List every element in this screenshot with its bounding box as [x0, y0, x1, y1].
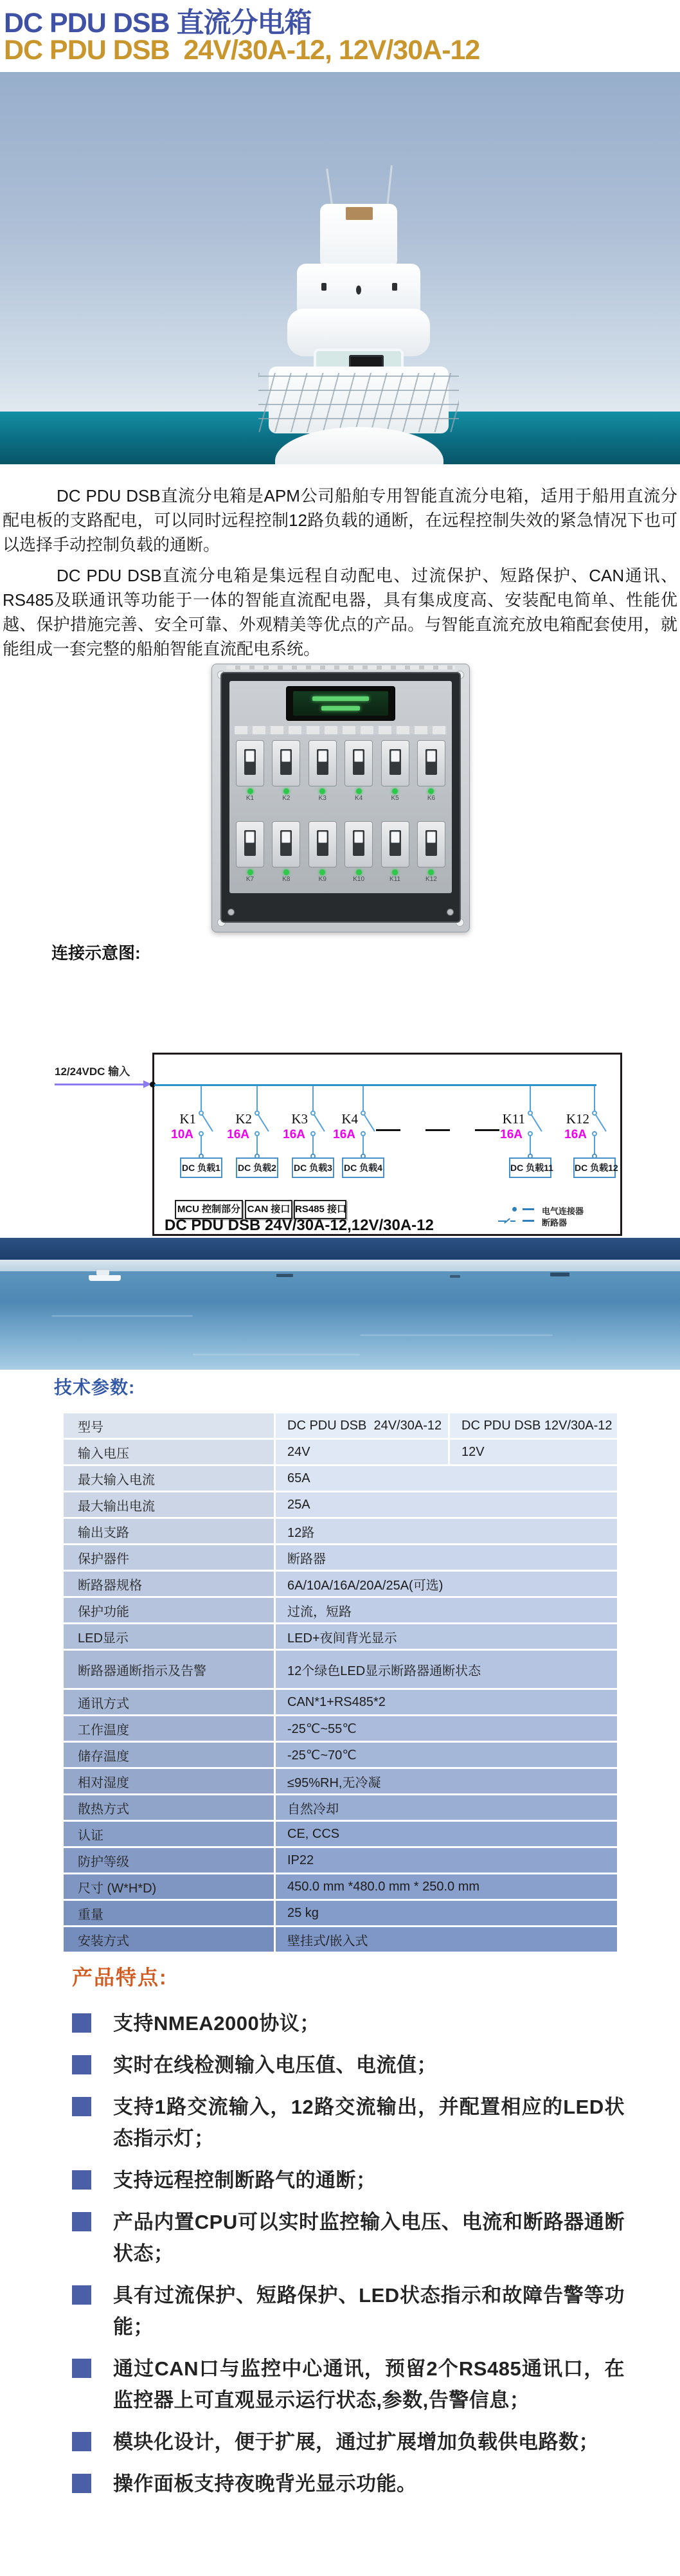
- yacht-lamp-3: [392, 283, 397, 291]
- branch-drop-wire: [312, 1086, 314, 1111]
- breaker-label: K2: [282, 795, 291, 802]
- breaker-switch: [272, 740, 300, 802]
- spec-value-cell: -25℃~70℃: [276, 1743, 617, 1767]
- spec-value-cell: 断路器: [276, 1545, 617, 1570]
- feature-text: 支持远程控制断路气的通断；: [113, 2169, 377, 2191]
- breaker-row-top: [236, 740, 445, 802]
- table-row: [64, 1743, 617, 1767]
- bullet-square-icon: [72, 2474, 91, 2493]
- table-row: [64, 1822, 617, 1846]
- feature-text: 产品内置CPU可以实时监控输入电压、电流和断路器通断状态；: [113, 2211, 625, 2265]
- breaker-id-label: K3: [291, 1111, 308, 1127]
- breaker-rating-label: 16A: [283, 1128, 305, 1141]
- spec-value-cell: -25℃~55℃: [276, 1716, 617, 1741]
- breaker-symbol-bottom-contact: [592, 1131, 597, 1136]
- breaker-toggle: [391, 831, 400, 843]
- device-bezel: [220, 672, 461, 923]
- bullet-square-icon: [72, 2097, 91, 2116]
- spec-label-cell: 防护等级: [64, 1848, 274, 1873]
- spec-label-cell: 输出支路: [64, 1519, 274, 1543]
- breaker-led-indicator: [392, 869, 398, 875]
- branch-drop-wire: [362, 1086, 364, 1111]
- breaker-led-indicator: [247, 788, 253, 794]
- intro-paragraph-2: DC PDU DSB直流分电箱是集远程自动配电、过流保护、短路保护、CAN通讯、RS485及联通讯等功能于一体的智能直流配电器，具有集成度高、安装配电简单、性能优越、保护措施完善、安全可靠、外观精美等优点的产品。与智能直流充放电箱配套使用，就能组成一套完整的船舶智能直流配电系统。: [3, 566, 677, 658]
- spec-value-cell: 12路: [276, 1519, 617, 1543]
- breaker-switch: [309, 821, 337, 883]
- intro-paragraph-1: DC PDU DSB直流分电箱是APM公司船舶专用智能直流分电箱，适用于船用直流分配电板的支路配电，可以同时远程控制12路负载的通断，在远程控制失效的紧急情况下也可以选择手动控制负载的通断。: [3, 486, 677, 554]
- spec-label-cell: 保护器件: [64, 1545, 274, 1570]
- module-box: RS485 接口: [294, 1200, 346, 1219]
- breaker-toggle: [391, 750, 400, 762]
- table-row: [64, 1545, 617, 1570]
- breaker-body: [344, 740, 373, 786]
- white-ship-cabin: [96, 1270, 109, 1275]
- spec-value-cell: 过流，短路: [276, 1598, 617, 1622]
- spec-label-cell: LED显示: [64, 1624, 274, 1649]
- legend-label: 电气连接器: [542, 1206, 584, 1216]
- breaker-label: K6: [427, 795, 436, 802]
- input-wire: [55, 1084, 145, 1085]
- yacht-lamp-2: [356, 286, 361, 295]
- ship-silhouette: [550, 1273, 569, 1276]
- breaker-body: [309, 821, 337, 867]
- spec-label-cell: 尺寸 (W*H*D): [64, 1874, 274, 1899]
- breaker-led-indicator: [319, 788, 325, 794]
- spec-value-cell-2: DC PDU DSB 12V/30A-12: [450, 1413, 617, 1438]
- yacht-tower-panel: [346, 207, 373, 220]
- breaker-label: K4: [355, 795, 363, 802]
- breaker-toggle: [354, 750, 363, 762]
- bullet-square-icon: [72, 2170, 91, 2190]
- spec-value-cell: CE, CCS: [276, 1822, 617, 1846]
- breaker-body: [309, 740, 337, 786]
- table-row: [64, 1874, 617, 1899]
- spec-label-cell: 断路器通断指示及告警: [64, 1651, 274, 1688]
- module-box: MCU 控制部分: [175, 1200, 243, 1219]
- breaker-toggle: [427, 831, 436, 843]
- breaker-switch: [344, 821, 373, 883]
- breaker-switch: [381, 821, 409, 883]
- yacht-lamp-1: [321, 283, 327, 291]
- wave-streak: [51, 1315, 193, 1317]
- breaker-body: [236, 821, 264, 867]
- specs-heading: 技术参数:: [54, 1377, 136, 1397]
- load-box: DC 负载11: [509, 1157, 551, 1178]
- breaker-switch: [417, 740, 445, 802]
- feature-item: [72, 2091, 625, 2154]
- spec-value-cell: 65A: [276, 1466, 617, 1491]
- breaker-label: K10: [353, 876, 365, 883]
- table-row: [64, 1598, 617, 1622]
- spec-label-cell: 保护功能: [64, 1598, 274, 1622]
- device-panel: [229, 681, 452, 893]
- feature-text: 实时在线检测输入电压值、电流值；: [113, 2054, 437, 2076]
- legend-label: 断路器: [542, 1218, 568, 1228]
- load-box: DC 负载12: [573, 1157, 616, 1178]
- table-row: [64, 1572, 617, 1596]
- breaker-rating-label: 16A: [227, 1128, 249, 1141]
- ship-silhouette: [450, 1275, 460, 1278]
- breaker-rating-label: 10A: [171, 1128, 193, 1141]
- spec-label-cell: 安装方式: [64, 1927, 274, 1952]
- breaker-toggle: [282, 750, 291, 762]
- branch-load-wire: [594, 1136, 595, 1156]
- breaker-led-indicator: [356, 869, 362, 875]
- feature-item: [72, 2353, 625, 2416]
- breaker-id-label: K1: [179, 1111, 196, 1127]
- lcd-reading-row2: [321, 706, 360, 711]
- load-box: DC 负载1: [180, 1157, 222, 1178]
- breaker-label: K8: [282, 876, 291, 883]
- feature-text: 具有过流保护、短路保护、LED状态指示和故障告警等功能；: [113, 2284, 625, 2338]
- spec-value-cell: LED+夜间背光显示: [276, 1624, 617, 1649]
- breaker-switch: [309, 740, 337, 802]
- spec-value-cell: 24V: [276, 1440, 448, 1464]
- spec-value-cell: 12个绿色LED显示断路器通断状态: [276, 1651, 617, 1688]
- breaker-toggle: [318, 750, 327, 762]
- feature-text: 模块化设计，便于扩展，通过扩展增加负载供电路数；: [113, 2431, 599, 2453]
- spec-label-cell: 散热方式: [64, 1795, 274, 1820]
- breaker-body: [381, 740, 409, 786]
- ellipsis-dash: [376, 1129, 400, 1131]
- spec-label-cell: 最大输入电流: [64, 1466, 274, 1491]
- table-row: [64, 1690, 617, 1714]
- breaker-led-indicator: [356, 788, 362, 794]
- spec-label-cell: 最大输出电流: [64, 1492, 274, 1517]
- bullet-square-icon: [72, 2359, 91, 2378]
- features-list: [72, 2008, 625, 2510]
- label-strip: [235, 726, 447, 734]
- breaker-id-label: K11: [502, 1111, 525, 1127]
- spec-value-cell: 450.0 mm *480.0 mm * 250.0 mm: [276, 1874, 617, 1899]
- spec-value-cell: 25A: [276, 1492, 617, 1517]
- table-row: [64, 1466, 617, 1491]
- breaker-toggle: [246, 831, 255, 843]
- breaker-switch: [381, 740, 409, 802]
- breaker-rating-label: 16A: [564, 1128, 587, 1141]
- feature-text: 支持NMEA2000协议；: [113, 2012, 320, 2035]
- breaker-label: K11: [389, 876, 401, 883]
- spec-label-cell: 型号: [64, 1413, 274, 1438]
- breaker-switch: [417, 821, 445, 883]
- table-row: [64, 1651, 617, 1688]
- load-box: DC 负载2: [236, 1157, 278, 1178]
- table-row: [64, 1440, 617, 1464]
- table-row: [64, 1624, 617, 1649]
- breaker-label: K12: [425, 876, 437, 883]
- feature-text: 通过CAN口与监控中心通讯，预留2个RS485通讯口，在监控器上可直观显示运行状态,参数,告警信息；: [113, 2357, 625, 2411]
- wave-streak: [193, 1354, 360, 1356]
- branch-load-wire: [530, 1136, 531, 1156]
- breaker-id-label: K4: [341, 1111, 358, 1127]
- breaker-led-indicator: [392, 788, 398, 794]
- spec-value-cell: DC PDU DSB 24V/30A-12: [276, 1413, 448, 1438]
- input-label: 12/24VDC 输入: [55, 1066, 130, 1078]
- sea-photo-strip: [0, 1238, 680, 1370]
- yacht-photo: [0, 72, 680, 464]
- breaker-led-indicator: [283, 869, 289, 875]
- screw-icon: [447, 909, 454, 916]
- branch-drop-wire: [256, 1086, 258, 1111]
- lcd-screen: [293, 691, 388, 716]
- breaker-toggle: [246, 750, 255, 762]
- module-box: CAN 接口: [245, 1200, 292, 1219]
- breaker-led-indicator: [319, 869, 325, 875]
- breaker-row-bottom: [236, 821, 445, 883]
- table-row: [64, 1519, 617, 1543]
- breaker-body: [272, 740, 300, 786]
- spec-label-cell: 认证: [64, 1822, 274, 1846]
- feature-text: 支持1路交流输入，12路交流输出，并配置相应的LED状态指示灯；: [113, 2096, 625, 2150]
- table-row: [64, 1927, 617, 1952]
- legend-breaker-icon: [510, 1220, 515, 1222]
- connection-heading: 连接示意图:: [51, 943, 141, 963]
- ship-silhouette: [276, 1274, 293, 1277]
- breaker-toggle: [282, 831, 291, 843]
- branch-drop-wire: [530, 1086, 531, 1111]
- spec-label-cell: 工作温度: [64, 1716, 274, 1741]
- breaker-led-indicator: [428, 869, 434, 875]
- connection-diagram: [0, 1048, 680, 1238]
- feature-item: [72, 2206, 625, 2269]
- screw-icon: [228, 909, 235, 916]
- table-row: [64, 1769, 617, 1793]
- breaker-label: K7: [246, 876, 255, 883]
- spec-label-cell: 断路器规格: [64, 1572, 274, 1596]
- spec-label-cell: 重量: [64, 1901, 274, 1925]
- load-box: DC 负载3: [292, 1157, 334, 1178]
- bullet-square-icon: [72, 2212, 91, 2231]
- table-row: [64, 1413, 617, 1438]
- breaker-led-indicator: [428, 788, 434, 794]
- breaker-switch: [272, 821, 300, 883]
- table-row: [64, 1716, 617, 1741]
- breaker-body: [272, 821, 300, 867]
- table-row: [64, 1795, 617, 1820]
- load-box: DC 负载4: [342, 1157, 384, 1178]
- table-row: [64, 1848, 617, 1873]
- diagram-caption: DC PDU DSB 24V/30A-12,12V/30A-12: [165, 1217, 434, 1234]
- branch-drop-wire: [201, 1086, 202, 1111]
- breaker-symbol-bottom-contact: [528, 1131, 533, 1136]
- spec-value-cell: ≤95%RH,无冷凝: [276, 1769, 617, 1793]
- bullet-square-icon: [72, 2432, 91, 2451]
- bullet-square-icon: [72, 2055, 91, 2074]
- feature-item: [72, 2280, 625, 2343]
- breaker-switch: [236, 821, 264, 883]
- device-mount-tabs: [226, 666, 455, 669]
- branch-load-wire: [362, 1136, 364, 1156]
- features-heading: 产品特点:: [72, 1966, 168, 1989]
- breaker-toggle: [318, 831, 327, 843]
- page-title-line2: DC PDU DSB 24V/30A-12, 12V/30A-12: [4, 35, 480, 66]
- breaker-toggle: [427, 750, 436, 762]
- spec-value-cell: 6A/10A/16A/20A/25A(可选): [276, 1572, 617, 1596]
- breaker-body: [417, 821, 445, 867]
- feature-item: [72, 2008, 625, 2039]
- breaker-body: [344, 821, 373, 867]
- breaker-switch: [344, 740, 373, 802]
- feature-item: [72, 2426, 625, 2458]
- breaker-body: [236, 740, 264, 786]
- spec-value-cell: IP22: [276, 1848, 617, 1873]
- legend-dash-icon: [523, 1208, 534, 1210]
- breaker-body: [381, 821, 409, 867]
- ellipsis-dash: [475, 1129, 499, 1131]
- lcd-reading-row1: [312, 696, 369, 701]
- spec-value-cell: CAN*1+RS485*2: [276, 1690, 617, 1714]
- spec-label-cell: 通讯方式: [64, 1690, 274, 1714]
- breaker-led-indicator: [283, 788, 289, 794]
- legend-connector-dot-icon: [512, 1207, 517, 1211]
- breaker-rating-label: 16A: [500, 1128, 523, 1141]
- spec-value-cell: 壁挂式/嵌入式: [276, 1927, 617, 1952]
- page-title-line1: DC PDU DSB 直流分电箱: [4, 8, 312, 39]
- spec-value-cell: 自然冷却: [276, 1795, 617, 1820]
- breaker-id-label: K12: [566, 1111, 589, 1127]
- breaker-label: K5: [391, 795, 399, 802]
- breaker-toggle: [354, 831, 363, 843]
- lcd-display: [286, 686, 395, 721]
- feature-item: [72, 2049, 625, 2081]
- breaker-id-label: K2: [235, 1111, 252, 1127]
- breaker-label: K1: [246, 795, 255, 802]
- feature-text: 操作面板支持夜晚背光显示功能。: [113, 2472, 417, 2495]
- breaker-label: K9: [318, 876, 327, 883]
- intro-section: [3, 484, 677, 661]
- spec-label-cell: 输入电压: [64, 1440, 274, 1464]
- sea-strip-navy-band: [0, 1238, 680, 1260]
- yacht-railing: [258, 373, 459, 432]
- ellipsis-dash: [425, 1129, 450, 1131]
- table-row: [64, 1901, 617, 1925]
- wave-streak: [360, 1334, 553, 1336]
- table-row: [64, 1492, 617, 1517]
- bullet-square-icon: [72, 2285, 91, 2305]
- breaker-body: [417, 740, 445, 786]
- branch-drop-wire: [594, 1086, 595, 1111]
- spec-value-cell-2: 12V: [450, 1440, 617, 1464]
- white-ship-hull: [89, 1275, 121, 1281]
- device-photo: [211, 664, 470, 932]
- breaker-led-indicator: [247, 869, 253, 875]
- breaker-rating-label: 16A: [333, 1128, 355, 1141]
- breaker-switch: [236, 740, 264, 802]
- breaker-label: K3: [318, 795, 327, 802]
- spec-label-cell: 相对湿度: [64, 1769, 274, 1793]
- breaker-symbol-bottom-contact: [361, 1131, 366, 1136]
- specs-table: [64, 1413, 617, 1954]
- feature-item: [72, 2164, 625, 2196]
- bullet-square-icon: [72, 2013, 91, 2033]
- feature-item: [72, 2468, 625, 2499]
- legend-dash-icon: [523, 1220, 534, 1222]
- spec-label-cell: 储存温度: [64, 1743, 274, 1767]
- spec-value-cell: 25 kg: [276, 1901, 617, 1925]
